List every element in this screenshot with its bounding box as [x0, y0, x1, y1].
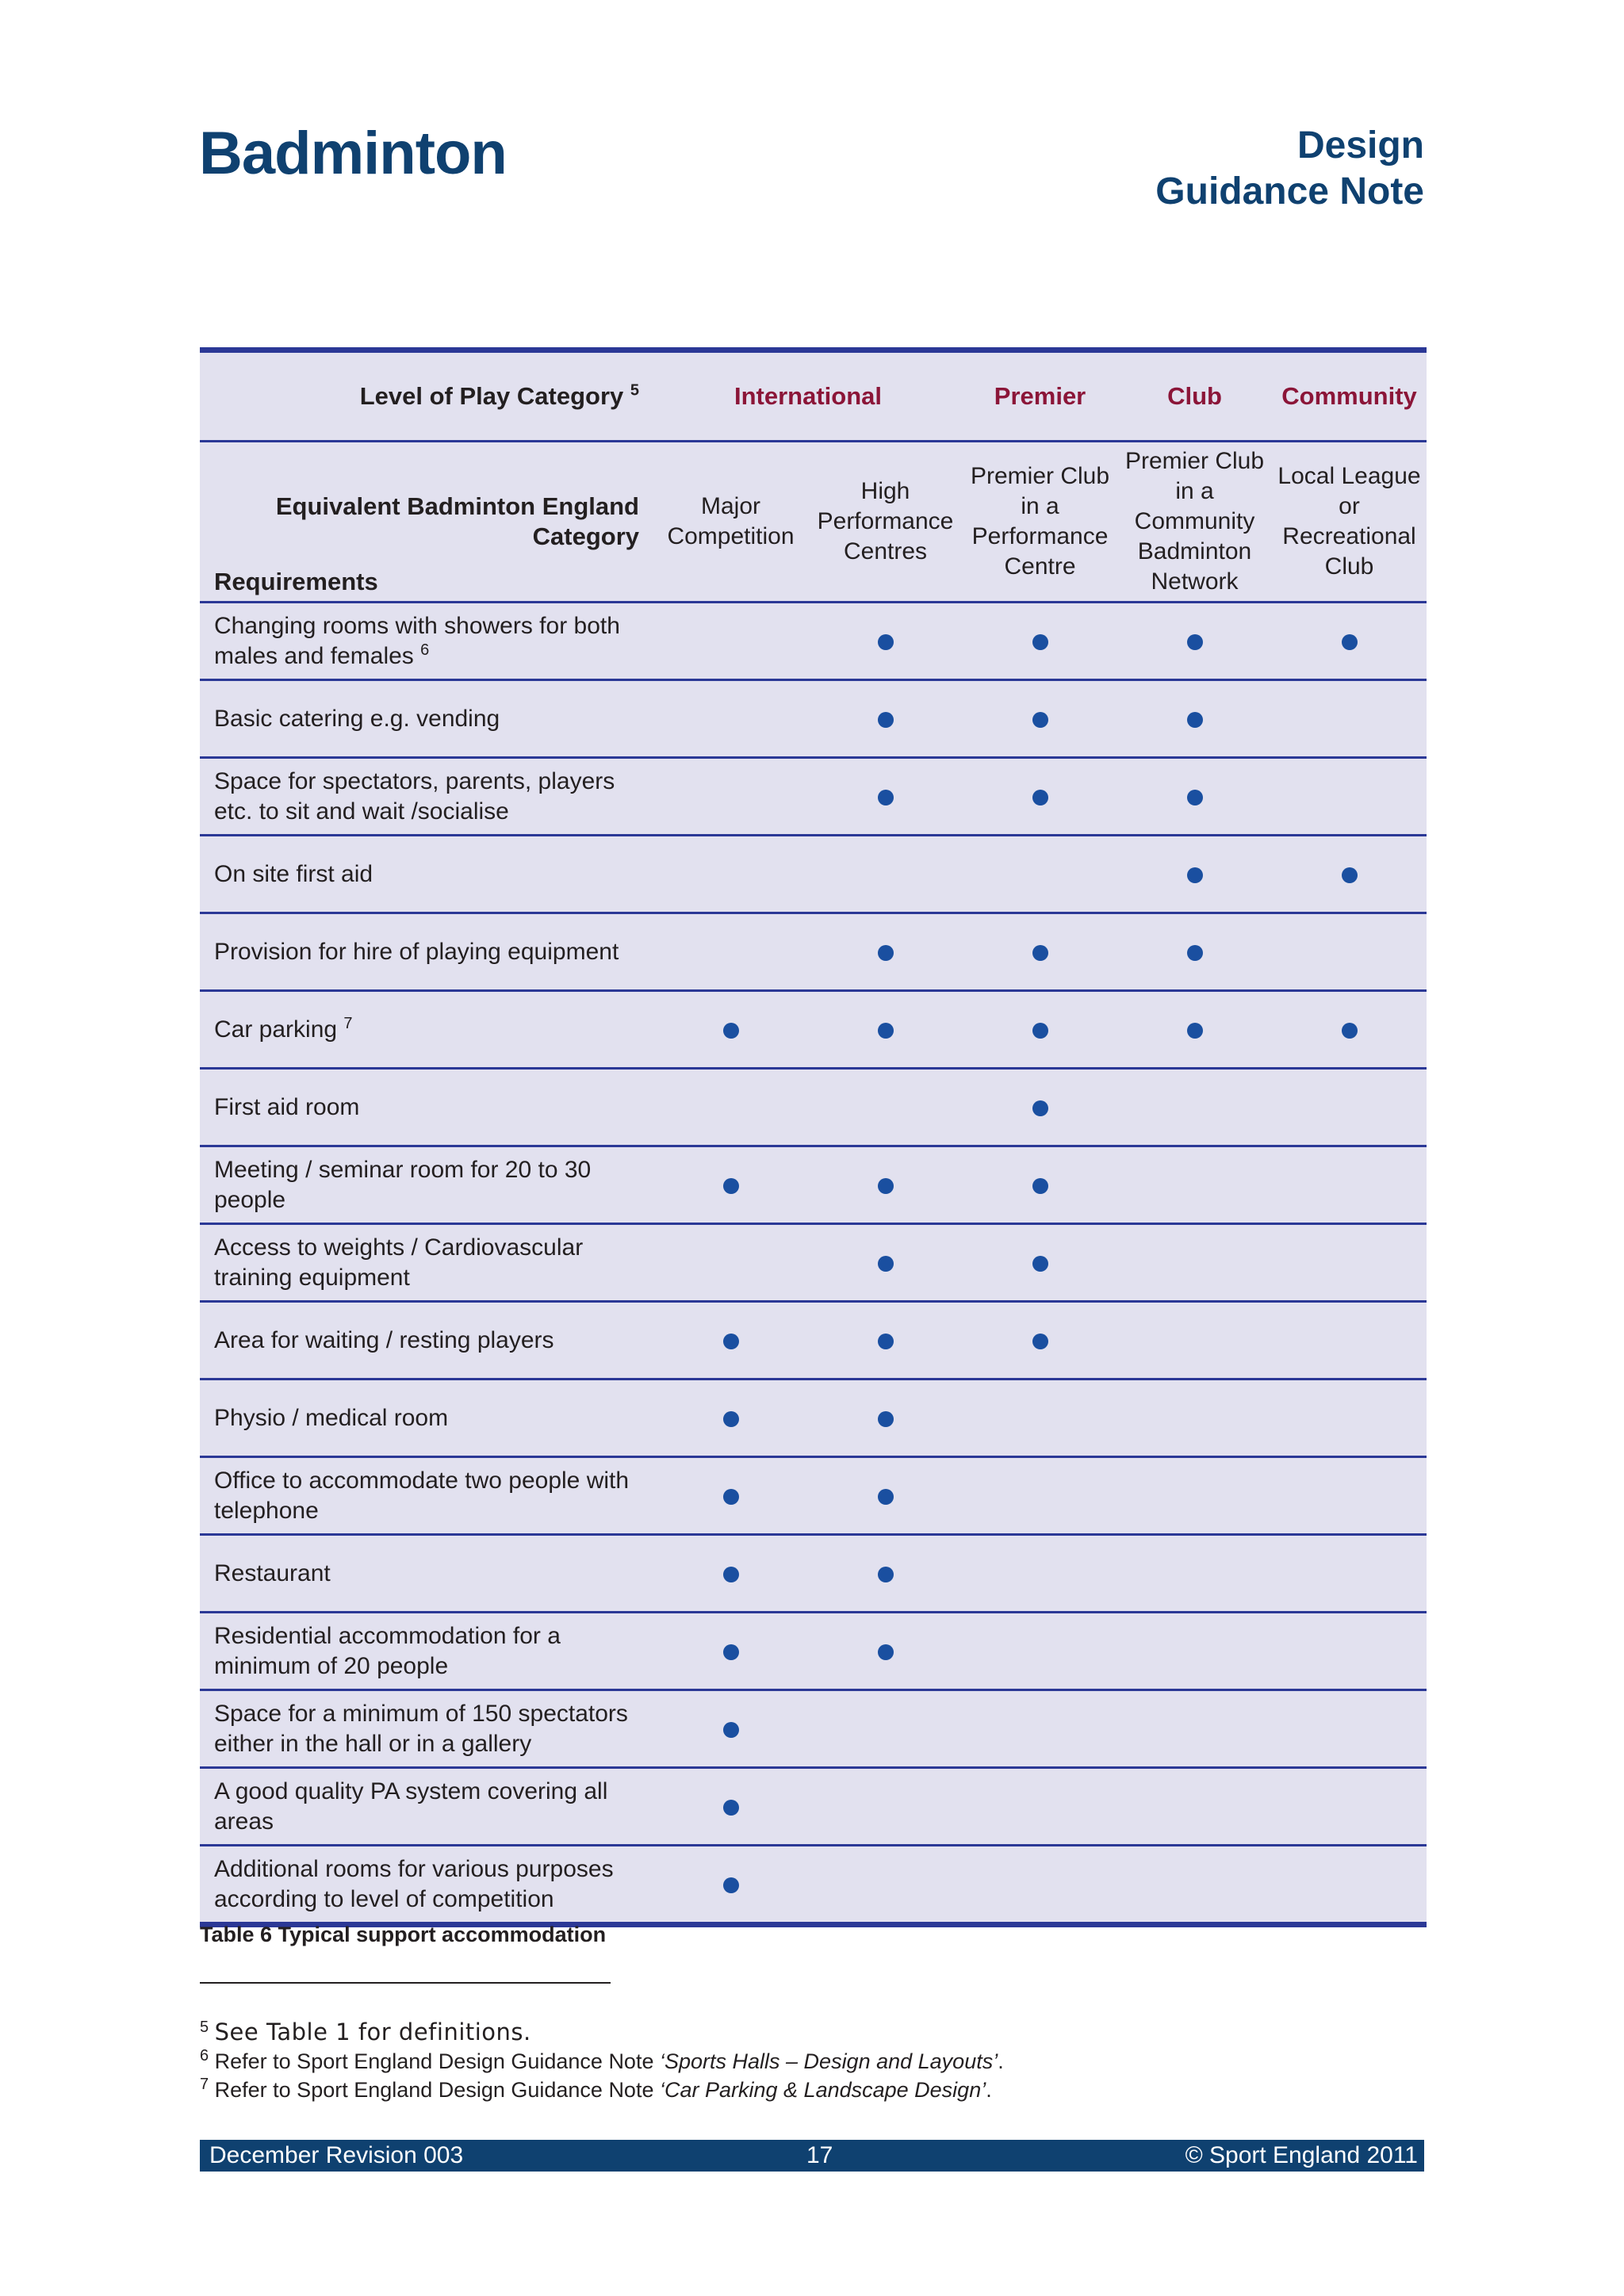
bullet-dot-icon: [723, 1567, 739, 1582]
bullet-dot-icon: [878, 1411, 894, 1427]
requirement-mark-cell: [1272, 1224, 1427, 1302]
bullet-dot-icon: [1187, 712, 1203, 728]
requirement-mark-cell: [1272, 758, 1427, 836]
requirement-mark-cell: [1272, 603, 1427, 680]
bullet-dot-icon: [723, 1023, 739, 1039]
bullet-dot-icon: [723, 1877, 739, 1893]
requirement-mark-cell: [1117, 1690, 1272, 1768]
requirement-mark-cell: [1117, 603, 1272, 680]
requirement-mark-cell: [808, 680, 963, 758]
requirement-mark-cell: [808, 1146, 963, 1224]
requirement-label: Space for a minimum of 150 spectators either in the hall or in a gallery: [200, 1690, 653, 1768]
level-of-play-label: Level of Play Category $^5$: [200, 350, 653, 442]
requirement-mark-cell: [653, 1380, 808, 1457]
bullet-dot-icon: [1032, 1023, 1048, 1039]
bullet-dot-icon: [878, 1334, 894, 1349]
requirement-mark-cell: [653, 758, 808, 836]
bullet-dot-icon: [878, 1023, 894, 1039]
requirement-label: Additional rooms for various purposes according to level of competition: [214, 1855, 614, 1912]
bullet-dot-icon: [723, 1644, 739, 1660]
table-row: [200, 836, 1427, 913]
requirement-label: Access to weights / Cardiovascular training equipment: [200, 1224, 653, 1302]
requirement-label: Office to accommodate two people with telephone: [200, 1457, 653, 1535]
table-row: [200, 913, 1427, 991]
requirement-mark-cell: [808, 1690, 963, 1768]
requirement-mark-cell: [963, 1457, 1117, 1535]
table-row: [200, 1457, 1427, 1535]
footnote-7: $^7$ Refer to Sport England Design Guidance Note ‘Car Parking & Landscape Design’.: [200, 2076, 992, 2102]
bullet-dot-icon: [1032, 1256, 1048, 1272]
bullet-dot-icon: [1342, 867, 1358, 883]
requirement-mark-cell: [1117, 991, 1272, 1069]
equivalent-category-cell: [200, 442, 653, 603]
requirement-mark-cell: [653, 1768, 808, 1846]
subcategory: Premier Club in a Community Badminton Network: [1117, 442, 1272, 603]
requirement-mark-cell: [808, 1224, 963, 1302]
table-row: [200, 1069, 1427, 1146]
requirement-mark-cell: [1272, 1768, 1427, 1846]
requirement-mark-cell: [653, 1224, 808, 1302]
category-international: International: [653, 350, 963, 442]
requirement-mark-cell: [653, 1302, 808, 1380]
requirement-mark-cell: [808, 758, 963, 836]
requirement-mark-cell: [963, 913, 1117, 991]
requirement-mark-cell: [963, 1069, 1117, 1146]
requirement-label: Provision for hire of playing equipment: [200, 913, 653, 991]
bullet-dot-icon: [878, 712, 894, 728]
footnote-5: $^5$ See Table 1 for definitions.: [200, 2019, 531, 2045]
subcategory: Local League or Recreational Club: [1272, 442, 1427, 603]
table-row: [200, 1690, 1427, 1768]
requirement-mark-cell: [808, 1535, 963, 1613]
requirement-mark-cell: [1272, 1690, 1427, 1768]
table-row: [200, 680, 1427, 758]
footnotes: [200, 2018, 1004, 2104]
bullet-dot-icon: [1032, 790, 1048, 806]
bullet-dot-icon: [1032, 1334, 1048, 1349]
requirement-mark-cell: [1117, 1535, 1272, 1613]
requirement-mark-cell: [653, 603, 808, 680]
requirement-mark-cell: [653, 1457, 808, 1535]
requirement-label: Restaurant: [200, 1535, 653, 1613]
bullet-dot-icon: [878, 1178, 894, 1194]
document-type-line1: Design: [1297, 124, 1424, 166]
requirement-mark-cell: [1272, 680, 1427, 758]
requirement-mark-cell: [1272, 913, 1427, 991]
requirement-mark-cell: [808, 1846, 963, 1925]
requirement-mark-cell: [963, 836, 1117, 913]
requirement-label: Meeting / seminar room for 20 to 30 people: [200, 1146, 653, 1224]
requirement-mark-cell: [653, 1613, 808, 1690]
bullet-dot-icon: [1187, 867, 1203, 883]
requirement-mark-cell: [808, 1302, 963, 1380]
requirement-mark-cell: [1117, 913, 1272, 991]
requirement-mark-cell: [653, 1535, 808, 1613]
requirement-mark-cell: [808, 1613, 963, 1690]
requirement-mark-cell: [963, 680, 1117, 758]
table-row: [200, 1380, 1427, 1457]
footnote-ref: 6: [420, 641, 430, 659]
requirement-mark-cell: [963, 1846, 1117, 1925]
bullet-dot-icon: [723, 1411, 739, 1427]
requirement-mark-cell: [808, 603, 963, 680]
bullet-dot-icon: [723, 1489, 739, 1505]
bullet-dot-icon: [878, 945, 894, 961]
requirement-mark-cell: [808, 1380, 963, 1457]
requirement-mark-cell: [1272, 1302, 1427, 1380]
bullet-dot-icon: [878, 1489, 894, 1505]
requirement-mark-cell: [963, 1690, 1117, 1768]
requirement-mark-cell: [1117, 1380, 1272, 1457]
bullet-dot-icon: [878, 634, 894, 650]
table-caption: Table 6 Typical support accommodation: [200, 1923, 607, 1946]
subcategory: Premier Club in a Performance Centre: [963, 442, 1117, 603]
table-row: [200, 1613, 1427, 1690]
requirement-mark-cell: [1117, 758, 1272, 836]
requirement-mark-cell: [1117, 1224, 1272, 1302]
requirement-mark-cell: [808, 1069, 963, 1146]
bullet-dot-icon: [878, 790, 894, 806]
bullet-dot-icon: [1342, 1023, 1358, 1039]
requirement-mark-cell: [1117, 1457, 1272, 1535]
bullet-dot-icon: [1032, 1100, 1048, 1116]
subcategory: High Performance Centres: [808, 442, 963, 603]
requirement-mark-cell: [963, 1768, 1117, 1846]
requirement-mark-cell: [653, 1146, 808, 1224]
table-row: [200, 603, 1427, 680]
requirement-label: First aid room: [200, 1069, 653, 1146]
requirement-mark-cell: [808, 1768, 963, 1846]
requirement-label: Changing rooms with showers for both males and females $^6$: [200, 603, 653, 680]
bullet-dot-icon: [723, 1800, 739, 1816]
copyright: © Sport England 2011: [1185, 2142, 1418, 2168]
requirement-label: A good quality PA system covering all areas: [200, 1768, 653, 1846]
table-row: [200, 1224, 1427, 1302]
table-row: [200, 1846, 1427, 1925]
bullet-dot-icon: [723, 1178, 739, 1194]
table-row: [200, 758, 1427, 836]
category-premier: Premier: [963, 350, 1117, 442]
requirement-mark-cell: [653, 1846, 808, 1925]
footnote-divider: [200, 1982, 611, 1984]
requirement-mark-cell: [1117, 836, 1272, 913]
requirement-mark-cell: [1272, 836, 1427, 913]
requirement-mark-cell: [1117, 680, 1272, 758]
requirement-mark-cell: [653, 1069, 808, 1146]
bullet-dot-icon: [878, 1644, 894, 1660]
requirement-mark-cell: [1272, 1146, 1427, 1224]
category-community: Community: [1272, 350, 1427, 442]
requirement-mark-cell: [653, 1690, 808, 1768]
table-row: [200, 1302, 1427, 1380]
requirement-mark-cell: [1272, 1069, 1427, 1146]
requirement-mark-cell: [1272, 1846, 1427, 1925]
requirement-mark-cell: [963, 603, 1117, 680]
bullet-dot-icon: [1187, 945, 1203, 961]
requirement-mark-cell: [963, 1613, 1117, 1690]
requirement-mark-cell: [1272, 1457, 1427, 1535]
requirement-mark-cell: [963, 1302, 1117, 1380]
requirement-mark-cell: [963, 1380, 1117, 1457]
requirement-mark-cell: [1117, 1146, 1272, 1224]
page-number: 17: [806, 2142, 833, 2168]
bullet-dot-icon: [1187, 634, 1203, 650]
bullet-dot-icon: [1032, 712, 1048, 728]
bullet-dot-icon: [1032, 634, 1048, 650]
requirement-mark-cell: [963, 1146, 1117, 1224]
footnote-6: $^6$ Refer to Sport England Design Guidance Note ‘Sports Halls – Design and Layouts’.: [200, 2047, 1004, 2073]
requirements-heading: Requirements: [214, 568, 378, 595]
requirement-label: Car parking $^7$: [200, 991, 653, 1069]
requirement-label: Residential accommodation for a minimum of 20 people: [200, 1613, 653, 1690]
requirement-mark-cell: [653, 913, 808, 991]
requirement-mark-cell: [653, 991, 808, 1069]
bullet-dot-icon: [878, 1567, 894, 1582]
bullet-dot-icon: [1032, 945, 1048, 961]
equivalent-category-row: [200, 442, 1427, 603]
table-row: [200, 1535, 1427, 1613]
requirement-mark-cell: [1117, 1768, 1272, 1846]
category-club: Club: [1117, 350, 1272, 442]
requirement-label: Basic catering e.g. vending: [200, 680, 653, 758]
requirement-label: Physio / medical room: [200, 1380, 653, 1457]
requirement-mark-cell: [963, 991, 1117, 1069]
requirement-mark-cell: [1272, 1613, 1427, 1690]
bullet-dot-icon: [1342, 634, 1358, 650]
table-row: [200, 1768, 1427, 1846]
level-of-play-row: [200, 350, 1427, 442]
document-type-line2: Guidance Note: [1155, 170, 1424, 212]
requirement-mark-cell: [1117, 1846, 1272, 1925]
requirement-mark-cell: [808, 913, 963, 991]
requirement-label: Space for spectators, parents, players etc. to sit and wait /socialise: [200, 758, 653, 836]
requirement-label: On site first aid: [200, 836, 653, 913]
bullet-dot-icon: [1032, 1178, 1048, 1194]
table-row: [200, 1146, 1427, 1224]
requirement-mark-cell: [963, 1535, 1117, 1613]
revision-label: December Revision 003: [209, 2142, 464, 2168]
footnote-ref: 5: [630, 381, 639, 400]
table-row: [200, 991, 1427, 1069]
bullet-dot-icon: [1187, 790, 1203, 806]
requirement-mark-cell: [1117, 1302, 1272, 1380]
equivalent-category-label: Equivalent Badminton England Category: [275, 492, 639, 550]
bullet-dot-icon: [723, 1722, 739, 1738]
requirements-table: [200, 347, 1427, 1927]
requirement-label: Area for waiting / resting players: [200, 1302, 653, 1380]
requirement-mark-cell: [1272, 1535, 1427, 1613]
requirement-mark-cell: [808, 836, 963, 913]
requirement-mark-cell: [1272, 1380, 1427, 1457]
requirement-mark-cell: [1272, 991, 1427, 1069]
footnote-ref: 7: [343, 1014, 353, 1032]
requirement-mark-cell: [653, 680, 808, 758]
bullet-dot-icon: [1187, 1023, 1203, 1039]
requirement-mark-cell: [1117, 1069, 1272, 1146]
bullet-dot-icon: [723, 1334, 739, 1349]
requirement-mark-cell: [963, 758, 1117, 836]
subcategory: Major Competition: [653, 442, 808, 603]
document-type: [1155, 123, 1424, 215]
requirement-mark-cell: [1117, 1613, 1272, 1690]
page-title: Badminton: [199, 120, 507, 187]
page-footer: [200, 2140, 1424, 2172]
requirement-mark-cell: [808, 1457, 963, 1535]
bullet-dot-icon: [878, 1256, 894, 1272]
requirement-mark-cell: [808, 991, 963, 1069]
requirement-mark-cell: [963, 1224, 1117, 1302]
requirement-mark-cell: [653, 836, 808, 913]
